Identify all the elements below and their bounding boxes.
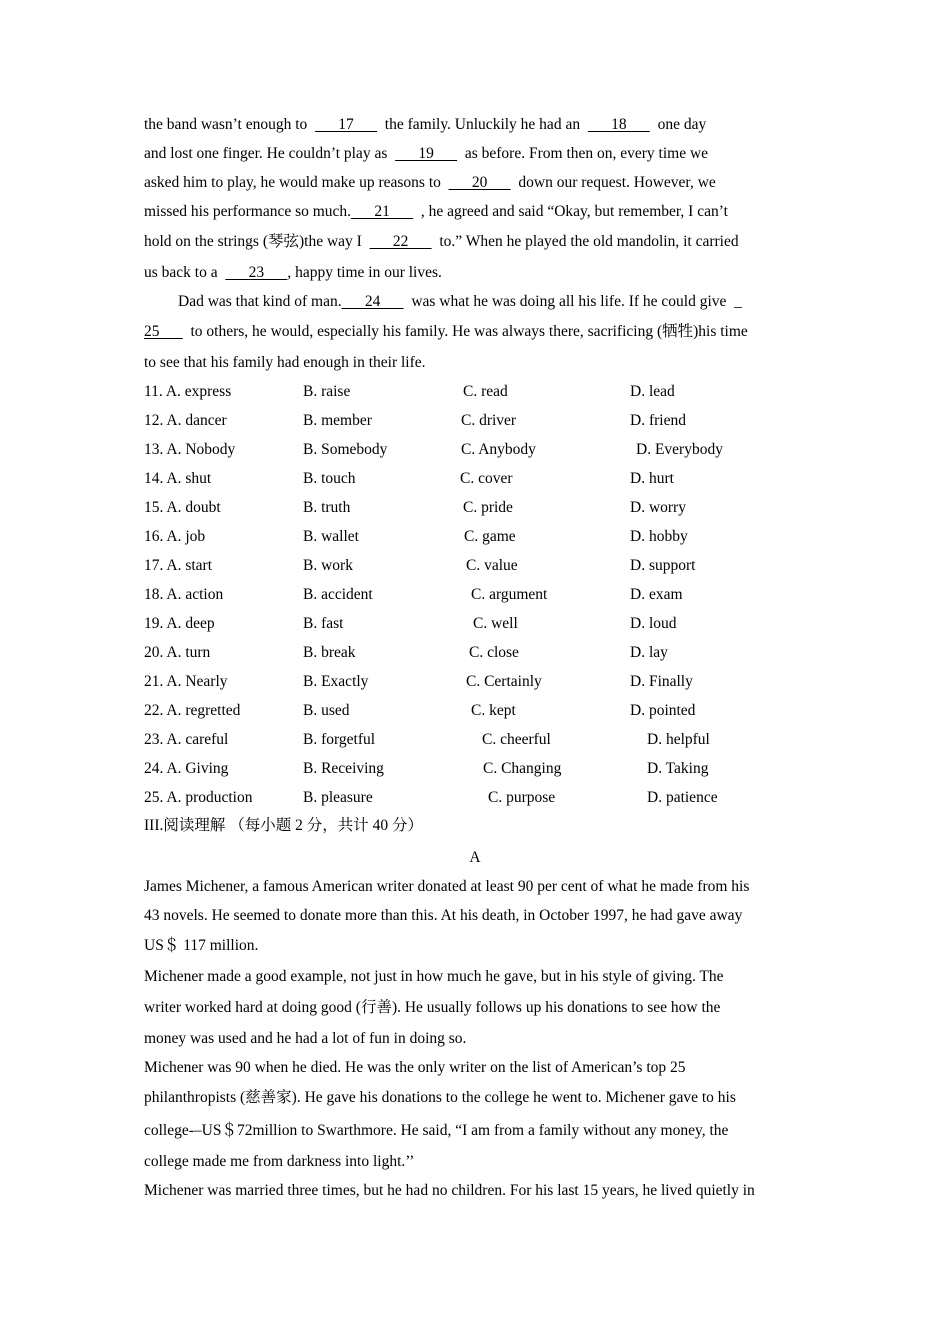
option-11-a: 11. A. express [144, 383, 232, 400]
reading-line: Michener was married three times, but he had no children. For his last 15 years, he lived quietly in [144, 1182, 755, 1199]
option-19-b: B. fast [303, 615, 344, 632]
option-23-b: B. forgetful [303, 731, 376, 748]
option-12-b: B. member [303, 412, 372, 429]
option-15-d: D. worry [630, 499, 686, 516]
option-21-c: C. Certainly [466, 673, 542, 690]
reading-line: 43 novels. He seemed to donate more than this. At his death, in October 1997, he had gave away [144, 907, 743, 924]
option-16-b: B. wallet [303, 528, 359, 545]
text-run: and lost one finger. He couldn’t play as [144, 145, 396, 162]
text-run: , he agreed and said “Okay, but remember, I can’t [413, 203, 728, 220]
option-11-d: D. lead [630, 383, 675, 400]
option-21-b: B. Exactly [303, 673, 369, 690]
blank-19: 19 [395, 145, 458, 162]
text-run: down our request. However, we [510, 174, 716, 191]
option-18-d: D. exam [630, 586, 683, 603]
option-24-b: B. Receiving [303, 760, 384, 777]
option-25-c: C. purpose [488, 789, 556, 806]
reading-line: money was used and he had a lot of fun in doing so. [144, 1030, 467, 1047]
passage-line [144, 322, 748, 342]
text-run: one day [649, 116, 707, 133]
option-20-c: C. close [469, 644, 519, 661]
option-25-b: B. pleasure [303, 789, 373, 806]
reading-line: philanthropists (慈善家). He gave his donations to the college he went to. Michener gave to his [144, 1089, 736, 1106]
passage-line [144, 144, 708, 164]
text-run: hold on the strings (琴弦)the way I [144, 233, 370, 250]
text-run: asked him to play, he would make up reasons to [144, 174, 449, 191]
option-13-b: B. Somebody [303, 441, 388, 458]
text-run: the band wasn’t enough to [144, 116, 316, 133]
option-16-c: C. game [464, 528, 516, 545]
text-run: _ [734, 293, 742, 310]
option-11-b: B. raise [303, 383, 351, 400]
passage-line [144, 173, 716, 193]
text-run: to see that his family had enough in their life. [144, 354, 426, 371]
text-run: was what he was doing all his life. If he could give [403, 293, 735, 310]
option-17-d: D. support [630, 557, 696, 574]
option-16-d: D. hobby [630, 528, 688, 545]
option-19-d: D. loud [630, 615, 677, 632]
reading-line: writer worked hard at doing good (行善). He usually follows up his donations to see how the [144, 999, 721, 1016]
option-15-b: B. truth [303, 499, 351, 516]
option-25-d: D. patience [647, 789, 718, 806]
option-13-d: D. Everybody [636, 441, 723, 458]
option-17-a: 17. A. start [144, 557, 213, 574]
option-18-a: 18. A. action [144, 586, 224, 603]
reading-line: US＄ 117 million. [144, 937, 259, 954]
option-20-a: 20. A. turn [144, 644, 211, 661]
text-run: us back to a [144, 264, 226, 281]
option-11-c: C. read [463, 383, 508, 400]
option-17-c: C. value [466, 557, 518, 574]
passage-line [144, 263, 442, 283]
option-24-d: D. Taking [647, 760, 709, 777]
option-13-a: 13. A. Nobody [144, 441, 236, 458]
option-12-d: D. friend [630, 412, 686, 429]
option-18-c: C. argument [471, 586, 548, 603]
option-14-d: D. hurt [630, 470, 674, 487]
passage-line [178, 292, 742, 312]
passage-line [144, 232, 739, 252]
text-run: to others, he would, especially his family. He was always there, sacrificing (牺牲)his time [182, 323, 748, 340]
section-heading: III.阅读理解 （每小题 2 分，共计 40 分） [144, 817, 423, 834]
option-17-b: B. work [303, 557, 353, 574]
option-24-a: 24. A. Giving [144, 760, 229, 777]
reading-line: Michener was 90 when he died. He was the only writer on the list of American’s top 25 [144, 1059, 686, 1076]
blank-17: 17 [315, 116, 378, 133]
option-25-a: 25. A. production [144, 789, 253, 806]
option-22-d: D. pointed [630, 702, 696, 719]
text-run: as before. From then on, every time we [457, 145, 709, 162]
reading-line: Michener made a good example, not just in how much he gave, but in his style of giving. The [144, 968, 724, 985]
text-run: missed his performance so much. [144, 203, 352, 220]
option-15-c: C. pride [463, 499, 513, 516]
passage-line [144, 115, 706, 135]
option-22-c: C. kept [471, 702, 516, 719]
blank-21: 21 [351, 203, 414, 220]
blank-23: 23 [225, 264, 288, 281]
option-12-a: 12. A. dancer [144, 412, 227, 429]
blank-22: 22 [369, 233, 432, 250]
blank-18: 18 [587, 116, 650, 133]
option-20-b: B. break [303, 644, 356, 661]
option-14-c: C. cover [460, 470, 513, 487]
option-12-c: C. driver [461, 412, 517, 429]
option-22-a: 22. A. regretted [144, 702, 241, 719]
option-21-d: D. Finally [630, 673, 693, 690]
option-14-a: 14. A. shut [144, 470, 212, 487]
option-13-c: C. Anybody [461, 441, 536, 458]
reading-line: college-–US＄72million to Swarthmore. He said, “I am from a family without any money, the [144, 1122, 729, 1139]
option-23-c: C. cheerful [482, 731, 551, 748]
option-20-d: D. lay [630, 644, 668, 661]
text-run: the family. Unluckily he had an [377, 116, 588, 133]
option-14-b: B. touch [303, 470, 356, 487]
blank-20: 20 [448, 174, 511, 191]
option-18-b: B. accident [303, 586, 373, 603]
passage-line [144, 202, 728, 222]
option-23-a: 23. A. careful [144, 731, 229, 748]
option-24-c: C. Changing [483, 760, 562, 777]
option-22-b: B. used [303, 702, 350, 719]
text-run: to.” When he played the old mandolin, it carried [431, 233, 739, 250]
passage-line [144, 353, 426, 373]
text-run: , happy time in our lives. [287, 264, 442, 281]
text-run: Dad was that kind of man. [178, 293, 342, 310]
option-19-a: 19. A. deep [144, 615, 215, 632]
option-16-a: 16. A. job [144, 528, 206, 545]
passage-label: A [469, 849, 481, 866]
option-23-d: D. helpful [647, 731, 710, 748]
blank-25: 25 [144, 323, 183, 340]
reading-line: James Michener, a famous American writer donated at least 90 per cent of what he made from his [144, 878, 750, 895]
option-19-c: C. well [473, 615, 518, 632]
option-15-a: 15. A. doubt [144, 499, 221, 516]
reading-line: college made me from darkness into light.’’ [144, 1153, 415, 1170]
blank-24: 24 [341, 293, 404, 310]
option-21-a: 21. A. Nearly [144, 673, 228, 690]
